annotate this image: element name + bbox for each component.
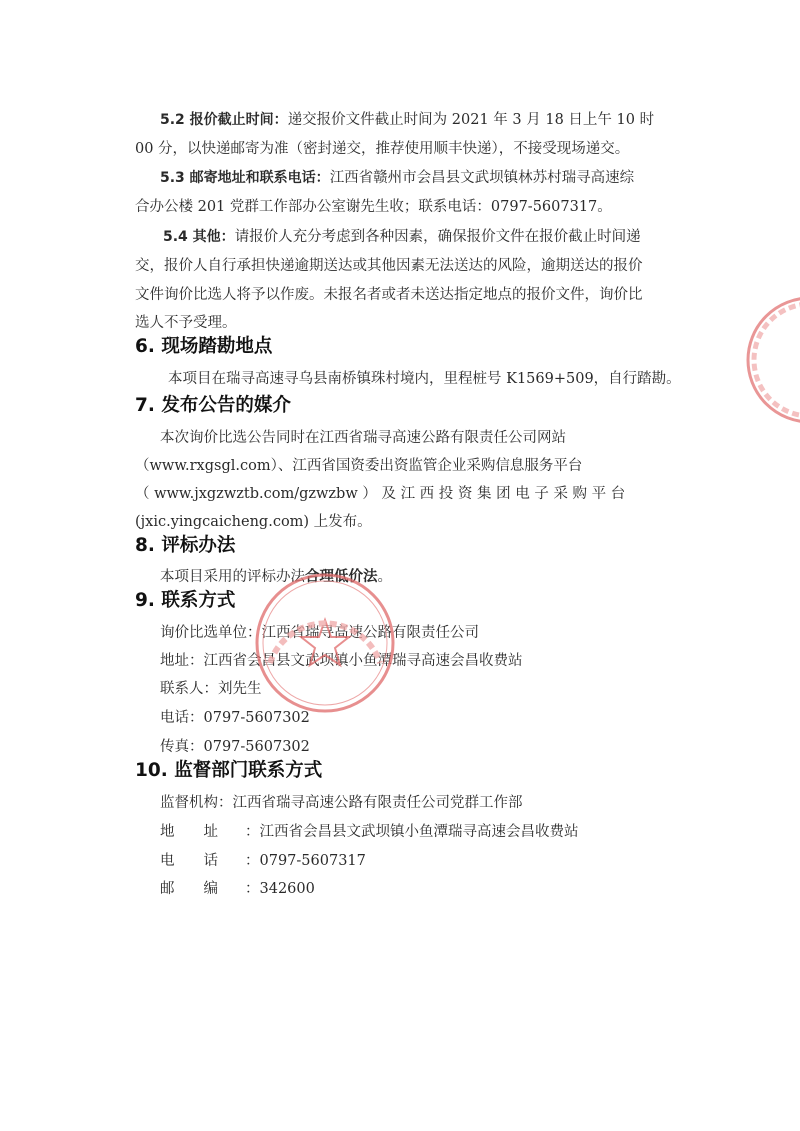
s8-suffix: 。 bbox=[377, 569, 392, 585]
seal-center-icon bbox=[250, 568, 400, 718]
s9-fax: 传真：0797-5607302 bbox=[160, 739, 310, 755]
s54-line3: 文件询价比选人将予以作废。未报名者或者未送达指定地点的报价文件，询价比 bbox=[135, 287, 643, 303]
s9-address: 地址：江西省会昌县文武坝镇小鱼潭瑞寻高速会昌收费站 bbox=[160, 653, 523, 669]
s8-heading: 8. 评标办法 bbox=[135, 535, 236, 556]
s10-address-value: ：江西省会昌县文武坝镇小鱼潭瑞寻高速会昌收费站 bbox=[245, 824, 579, 840]
s7-line2: （www.rxgsgl.com）、江西省国资委出资监管企业采购信息服务平台 bbox=[135, 458, 583, 474]
s54-label: 5.4 其他： bbox=[163, 229, 235, 245]
s8-method: 合理低价法 bbox=[305, 569, 378, 585]
s6-heading: 6. 现场踏勘地点 bbox=[135, 336, 273, 357]
s8-prefix: 本项目采用的评标办法 bbox=[160, 569, 305, 585]
s54-line2: 交，报价人自行承担快递逾期送达或其他因素无法送达的风险，逾期送达的报价 bbox=[135, 258, 643, 274]
s7-line1: 本次询价比选公告同时在江西省瑞寻高速公路有限责任公司网站 bbox=[160, 430, 566, 446]
s6-line1: 本项目在瑞寻高速寻乌县南桥镇珠村境内，里程桩号 K1569+509，自行踏勘。 bbox=[168, 371, 681, 387]
s9-contact: 联系人：刘先生 bbox=[160, 681, 262, 697]
s10-postcode-key: 邮 编 bbox=[160, 881, 218, 897]
s9-heading: 9. 联系方式 bbox=[135, 590, 236, 611]
s10-org: 监督机构：江西省瑞寻高速公路有限责任公司党群工作部 bbox=[160, 795, 523, 811]
s10-postcode-value: ：342600 bbox=[245, 881, 315, 897]
s54-text1: 请报价人充分考虑到各种因素，确保报价文件在报价截止时间递 bbox=[234, 229, 641, 245]
s10-phone-key: 电 话 bbox=[160, 853, 218, 869]
s52-text1: 递交报价文件截止时间为 2021 年 3 月 18 日上午 10 时 bbox=[287, 112, 655, 128]
s53-line1 bbox=[160, 168, 634, 188]
s54-line1 bbox=[163, 227, 641, 247]
s52-label: 5.2 报价截止时间： bbox=[160, 112, 288, 128]
s54-line4: 选人不予受理。 bbox=[135, 315, 237, 331]
s7-line4: (jxic.yingcaicheng.com) 上发布。 bbox=[135, 514, 372, 530]
s8-line1 bbox=[160, 567, 392, 587]
seal-edge-icon bbox=[740, 290, 800, 430]
s7-heading: 7. 发布公告的媒介 bbox=[135, 395, 291, 416]
s52-line2: 00 分，以快递邮寄为准（密封递交，推荐使用顺丰快递），不接受现场递交。 bbox=[135, 141, 630, 157]
s53-text1: 江西省赣州市会昌县文武坝镇林苏村瑞寻高速综 bbox=[329, 170, 635, 186]
s9-phone: 电话：0797-5607302 bbox=[160, 710, 310, 726]
s10-address-key: 地 址 bbox=[160, 824, 218, 840]
s10-heading: 10. 监督部门联系方式 bbox=[135, 760, 323, 781]
s53-label: 5.3 邮寄地址和联系电话： bbox=[160, 170, 330, 186]
s10-phone-value: ：0797-5607317 bbox=[245, 853, 366, 869]
s53-line2: 合办公楼 201 党群工作部办公室谢先生收；联系电话：0797-5607317。 bbox=[135, 199, 612, 215]
s52-line1 bbox=[160, 110, 654, 130]
s9-unit: 询价比选单位：江西省瑞寻高速公路有限责任公司 bbox=[160, 625, 479, 641]
s7-line3: （ www.jxgzwztb.com/gzwzbw ） 及 江 西 投 资 集 团 电 子 采 购 平 台 bbox=[135, 486, 626, 502]
